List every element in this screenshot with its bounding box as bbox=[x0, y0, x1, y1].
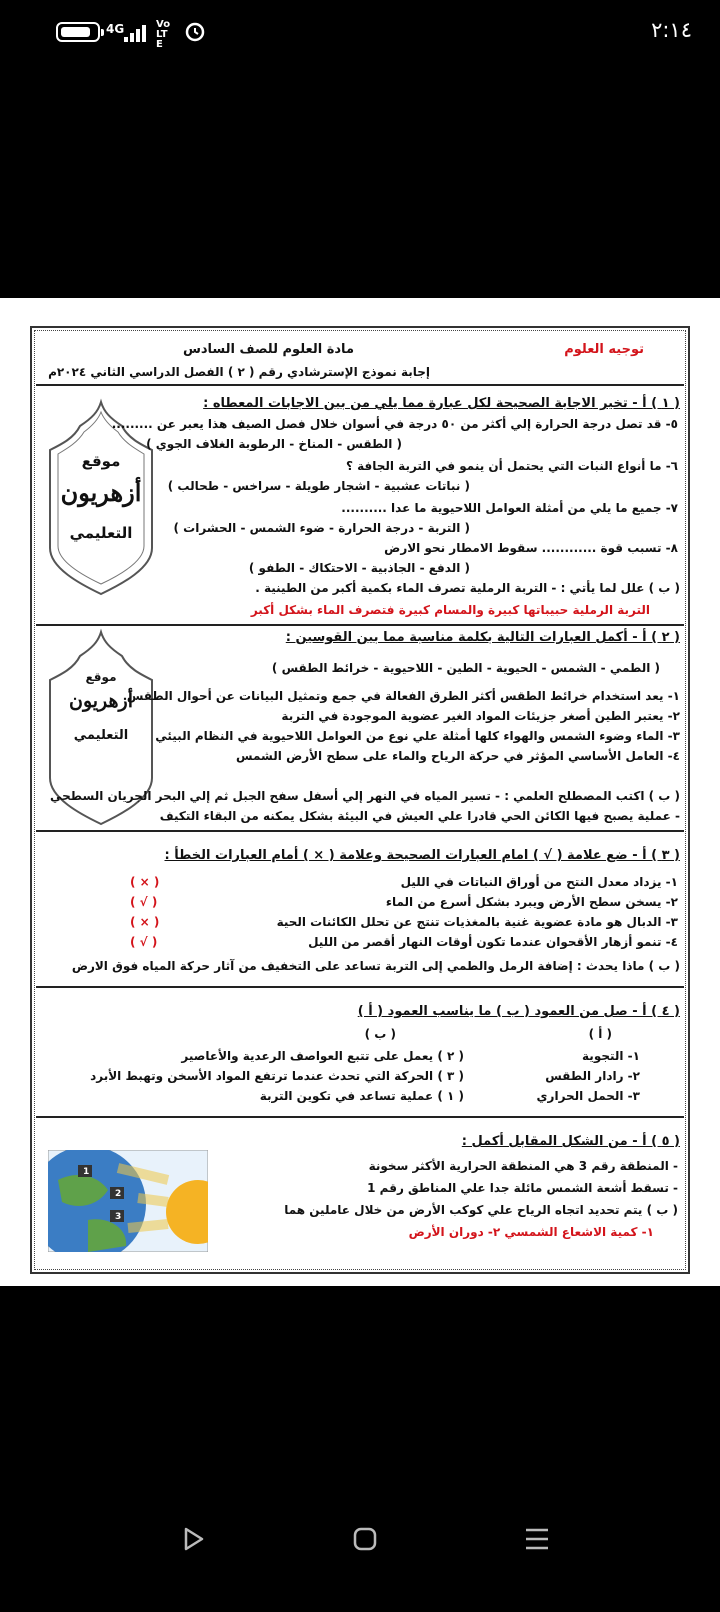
q2-title: ( ٢ ) أ - أكمل العبارات التالية بكلمة مناسبة مما بين القوسين : bbox=[285, 630, 680, 645]
q4-col-a-item: ٣- الحمل الحراري bbox=[536, 1089, 640, 1103]
q1-line: ٦- ما أنواع النبات التي يحتمل أن ينمو في التربة الجافة ؟ bbox=[345, 459, 678, 473]
signal-icon bbox=[124, 24, 146, 42]
q4-col-b-item: ( ٢ ) يعمل على تتبع العواصف الرعدية والأعاصير bbox=[181, 1049, 464, 1063]
logo-bottom-text: التعليمي bbox=[73, 728, 129, 743]
q1-choices: ( الطقس - المناخ - الرطوبة الغلاف الجوي ) bbox=[146, 437, 402, 451]
q2-choices: ( الطمي - الشمس - الحيوية - الطين - اللاحيوية - خرائط الطقس ) bbox=[271, 661, 660, 675]
subject-title: مادة العلوم للصف السادس bbox=[182, 342, 354, 357]
q3-line: ٢- يسخن سطح الأرض ويبرد بشكل أسرع من الماء bbox=[385, 895, 678, 909]
directorate-title: توجيه العلوم bbox=[564, 342, 644, 357]
q3-b-line: ( ب ) ماذا يحدث : إضافة الرمل والطمي إلى التربة تساعد على التخفيف من آثار حركة المياه فوق الارض bbox=[71, 959, 680, 973]
document-image[interactable] bbox=[0, 298, 720, 1286]
answer-line: إجابة نموذج الإسترشادي رقم ( ٢ ) الفصل الدراسي الثاني ٢٠٢٤م bbox=[48, 365, 430, 379]
q1-choices: ( الدفع - الجاذبية - الاحتكاك - الطفو ) bbox=[248, 561, 470, 575]
q3-mark: ( √ ) bbox=[130, 895, 158, 909]
logo-middle-text: أزهريون bbox=[60, 478, 142, 507]
q4-title: ( ٤ ) أ - صل من العمود ( ب ) ما يناسب العمود ( أ ) bbox=[357, 1004, 680, 1019]
divider bbox=[36, 624, 684, 626]
zone-label: 3 bbox=[115, 1212, 122, 1222]
q3-mark: ( √ ) bbox=[130, 935, 158, 949]
recents-icon[interactable] bbox=[524, 1526, 550, 1552]
q2-b-line: ( ب ) اكتب المصطلح العلمي : - تسير المياه في النهر إلي أسفل سفح الجبل ثم إلي البحر الجريان السطحي bbox=[50, 789, 680, 803]
navigation-bar bbox=[0, 1286, 720, 1612]
q3-line: ٣- الدبال هو مادة عضوية غنية بالمغذيات تنتج عن تحلل الكائنات الحية bbox=[276, 915, 678, 929]
logo-middle-text: أزهريون bbox=[68, 690, 133, 712]
divider bbox=[36, 1116, 684, 1118]
q1-choices: ( التربة - درجة الحرارة - ضوء الشمس - الحشرات ) bbox=[173, 521, 470, 535]
earth-sun-diagram bbox=[48, 1150, 208, 1252]
q2-b-line: - عملية يصبح فيها الكائن الحي قادرا علي العيش في البيئة بشكل يمكنه من البقاء التكيف bbox=[159, 809, 680, 823]
q5-line: ( ب ) يتم تحديد اتجاه الرياح علي كوكب الأرض من خلال عاملين هما bbox=[284, 1203, 678, 1217]
volte-icon: Vo LTE bbox=[156, 19, 171, 50]
logo-top-text: موقع bbox=[85, 670, 117, 684]
q1-b-answer: التربة الرملية حبيباتها كبيرة والمسام كبيرة فتصرف الماء بشكل أكبر bbox=[250, 603, 650, 617]
divider bbox=[36, 384, 684, 386]
q4-col-b-item: ( ١ ) عملية تساعد في تكوين التربة bbox=[259, 1089, 464, 1103]
network-type: 4G bbox=[106, 22, 125, 36]
q1-title: ( ١ ) أ - تخير الاجابة الصحيحة لكل عبارة مما يلي من بين الاجابات المعطاه : bbox=[203, 396, 680, 411]
q4-col-a-item: ٢- رادار الطقس bbox=[545, 1069, 640, 1083]
zone-label: 2 bbox=[115, 1189, 122, 1199]
q2-line: ١- يعد استخدام خرائط الطقس أكثر الطرق الفعالة في جمع وتمثيل البيانات عن أحوال الطقس bbox=[126, 689, 680, 703]
back-icon[interactable] bbox=[180, 1526, 206, 1552]
q1-line: ٥- قد تصل درجة الحرارة إلي أكثر من ٥٠ درجة في أسوان خلال فصل الصيف هذا يعبر عن ......... bbox=[111, 417, 678, 431]
battery-icon bbox=[56, 22, 100, 42]
q5-line: - تسقط أشعة الشمس مائلة جدا علي المناطق رقم 1 bbox=[367, 1181, 678, 1195]
q4-col-b-item: ( ٣ ) الحركة التي تحدث عندما ترتفع المواد الأسخن وتهبط الأبرد bbox=[90, 1069, 464, 1083]
divider bbox=[36, 830, 684, 832]
q5-line: - المنطقة رقم 3 هي المنطقة الحرارية الأكثر سخونة bbox=[368, 1159, 678, 1173]
q5-title: ( ٥ ) أ - من الشكل المقابل أكمل : bbox=[461, 1134, 680, 1149]
q3-title: ( ٣ ) أ - ضع علامة ( √ ) امام العبارات الصحيحة وعلامة ( × ) أمام العبارات الخطأ : bbox=[164, 848, 680, 863]
q1-line: ٨- تسبب قوة ............ سقوط الامطار نحو الارض bbox=[384, 541, 678, 555]
home-icon[interactable] bbox=[352, 1526, 378, 1552]
q2-line: ٢- يعتبر الطين أصغر جزيئات المواد الغير عضوية الموجودة في التربة bbox=[281, 709, 680, 723]
q1-choices: ( نباتات عشبية - اشجار طويلة - سراخس - طحالب ) bbox=[167, 479, 470, 493]
q1-b-line: ( ب ) علل لما يأتي : - التربة الرملية تصرف الماء بكمية أكبر من الطينية . bbox=[255, 581, 680, 595]
q4-col-a-item: ١- التجوية bbox=[582, 1049, 640, 1063]
q3-line: ١- يزداد معدل النتح من أوراق النباتات في الليل bbox=[400, 875, 678, 889]
q3-mark: ( × ) bbox=[130, 915, 160, 929]
clock: ٢:١٤ bbox=[651, 18, 692, 42]
q1-line: ٧- جميع ما يلي من أمثلة العوامل اللاحيوية ما عدا .......... bbox=[341, 501, 678, 515]
alarm-icon bbox=[184, 20, 206, 42]
q4-col-a-head: ( أ ) bbox=[588, 1027, 612, 1041]
battery-fill bbox=[61, 27, 90, 37]
q2-line: ٤- العامل الأساسي المؤثر في حركة الرياح والماء على سطح الأرض الشمس bbox=[236, 749, 680, 763]
q5-answer: ١- كمية الاشعاع الشمسي ٢- دوران الأرض bbox=[408, 1225, 654, 1239]
q3-line: ٤- تنمو أزهار الأقحوان عندما تكون أوقات النهار أقصر من الليل bbox=[308, 935, 678, 949]
q3-mark: ( × ) bbox=[130, 875, 160, 889]
zone-label: 1 bbox=[83, 1167, 90, 1177]
q2-line: ٣- الماء وضوء الشمس والهواء كلها أمثلة علي نوع من العوامل اللاحيوية في النظام البيئي bbox=[155, 729, 680, 743]
logo-top-text: موقع bbox=[81, 452, 121, 470]
divider bbox=[36, 986, 684, 988]
q4-col-b-head: ( ب ) bbox=[364, 1027, 396, 1041]
status-bar bbox=[0, 0, 720, 64]
logo-bottom-text: التعليمي bbox=[69, 524, 133, 542]
